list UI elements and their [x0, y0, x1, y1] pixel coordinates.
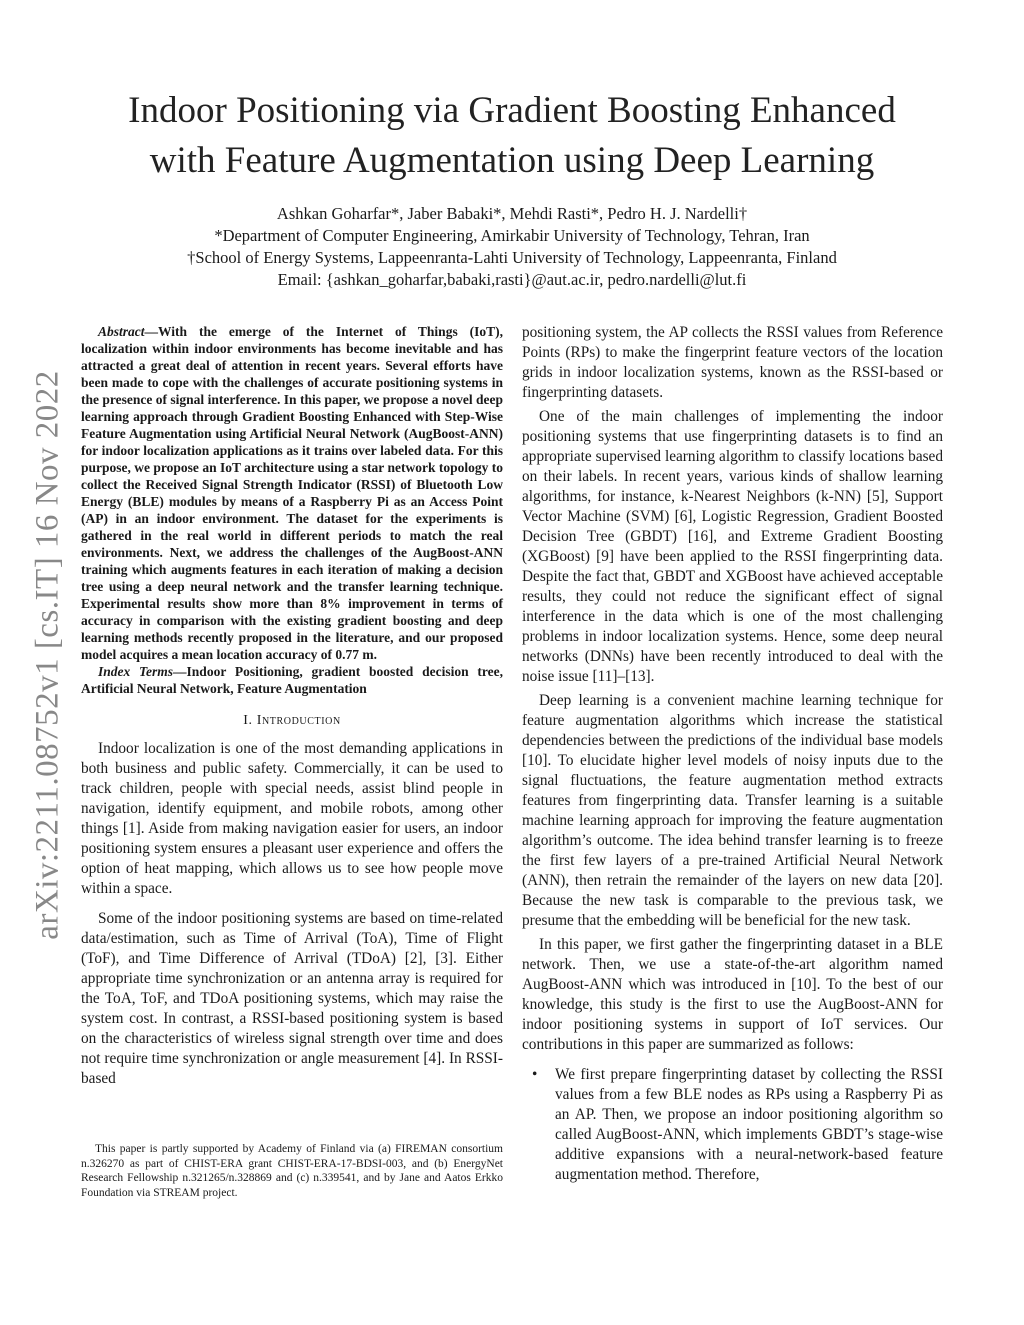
- index-terms-text: —Indoor Positioning, gradient boosted decision tree, Artificial Neural Network, Feature Augmentation: [81, 664, 503, 696]
- funding-footnote: This paper is partly supported by Academy of Finland via (a) FIREMAN consortium n.326270 as part of CHIST-ERA grant CHIST-ERA-17-BDSI-003, and (b) EnergyNet Research Fellowship n.321265/n.328869 and (c) n.339541, and by Jane and Aatos Erkko Foundation via STREAM project.: [81, 1143, 503, 1199]
- contribution-list: [522, 1065, 943, 1185]
- body-paragraph: Some of the indoor positioning systems are based on time-related data/estimation, such as Time of Arrival (ToA), Time of Flight (ToF), and Time Difference of Arrival (TDoA) [2], [3]. Either appropriate time synchronization or an antenna array is required for the ToA, ToF, and TDoA positioning systems, which may raise the system cost. In contrast, a RSSI-based positioning system is based on the characteristics of wireless signal strength over time and does not require time synchronization or angle measurement [4]. In RSSI-based: [81, 910, 503, 1087]
- footnote: [81, 1142, 503, 1200]
- body-paragraph: positioning system, the AP collects the RSSI values from Reference Points (RPs) to make the fingerprint feature vectors of the location grids in indoor localization systems, known as the RSSI-based or fingerprinting datasets.: [522, 324, 943, 401]
- body-paragraph: In this paper, we first gather the fingerprinting dataset in a BLE network. Then, we use a state-of-the-art algorithm named AugBoost-ANN which was introduced in [10]. To the best of our knowledge, this study is the first to use the AugBoost-ANN for indoor positioning systems in support of IoT services. Our contributions in this paper are summarized as follows:: [522, 936, 943, 1053]
- arxiv-stamp-text: arXiv:2211.08752v1 [cs.IT] 16 Nov 2022: [29, 370, 66, 940]
- body-paragraph: Indoor localization is one of the most demanding applications in both business and public safety. Commercially, it can be used to track children, people with special needs, assist blind people in navigation, identify equipment, and mobile robots, among other things [1]. Aside from making navigation easier for users, an indoor positioning system ensures a pleasant user experience and offers the option of heat mapping, which allows us to see how people move within a space.: [81, 740, 503, 897]
- body-paragraph: Deep learning is a convenient machine learning technique for feature augmentation algorithms which increase the statistical dependencies between the predictions of the individual base models [10]. To elucidate higher level models of noisy inputs due to the signal fluctuations, the feature augmentation method extracts features from fingerprinting data. Transfer learning is a suitable machine learning approach for improving the feature augmentation algorithm’s outcome. The idea behind transfer learning is to freeze the first few layers of a pre-trained Artificial Neural Network (ANN), then retrain the remainder of the layers on new data [20]. Because the new task is comparable to the previous task, we presume that the embedding will be beneficial for the new task.: [522, 692, 943, 929]
- title-line-1: Indoor Positioning via Gradient Boosting Enhanced: [128, 90, 896, 131]
- right-column: [522, 323, 943, 1185]
- author-block: [0, 203, 1024, 291]
- affiliation-1: *Department of Computer Engineering, Amirkabir University of Technology, Tehran, Iran: [214, 226, 810, 245]
- abstract-text: —With the emerge of the Internet of Things (IoT), localization within indoor environments has become inevitable and has attracted a great deal of attention in recent years. Several efforts have been made to cope with the challenges of accurate positioning systems in the presence of signal interference. In this paper, we propose a novel deep learning approach through Gradient Boosting Enhanced with Step-Wise Feature Augmentation using Artificial Neural Network (AugBoost-ANN) for indoor localization applications as it trains over labeled data. For this purpose, we propose an IoT architecture using a star network topology to collect the Received Signal Strength Indicator (RSSI) of Bluetooth Low Energy (BLE) modules by means of a Raspberry Pi as an Access Point (AP) in an indoor environment. The dataset for the experiments is gathered in the real world in different periods to match the real environments. Next, we address the challenges of the AugBoost-ANN training which augments features in each iteration of making a decision tree using a deep neural network and the transfer learning technique. Experimental results show more than 8% improvement in terms of accuracy in comparison with the existing gradient boosting and deep learning methods recently proposed in the literature, and our proposed model acquires a mean location accuracy of 0.77 m.: [81, 324, 503, 662]
- section-title: Introduction: [256, 713, 341, 728]
- left-column: [81, 323, 503, 1089]
- index-terms: [81, 663, 503, 697]
- index-terms-label: Index Terms: [98, 664, 174, 679]
- body-paragraph: One of the main challenges of implementing the indoor positioning systems that use fingerprinting datasets is to find an appropriate supervised learning algorithm to classify locations based on their labels. In recent years, various kinds of shallow learning algorithms, for instance, k-Nearest Neighbors (k-NN) [5], Support Vector Machine (SVM) [6], Logistic Regression, Gradient Boosted Decision Tree (GBDT) [16], and Extreme Gradient Boosting (XGBoost) [9] have been applied to the RSSI fingerprinting data. Despite the fact that, GBDT and XGBoost have achieved acceptable results, they could not reduce the significant effect of signal interference in the data which is one of the most challenging problems in indoor localization systems. Hence, some deep neural networks (DNNs) have been recently introduced to deal with the noise issue [11]–[13].: [522, 408, 943, 685]
- section-number: I.: [243, 713, 253, 728]
- author-list: Ashkan Goharfar*, Jaber Babaki*, Mehdi Rasti*, Pedro H. J. Nardelli†: [276, 204, 748, 223]
- affiliation-2: †School of Energy Systems, Lappeenranta-Lahti University of Technology, Lappeenranta, Finland: [187, 248, 837, 267]
- abstract: [81, 323, 503, 663]
- author-email: Email: {ashkan_goharfar,babaki,rasti}@aut.ac.ir, pedro.nardelli@lut.fi: [277, 270, 747, 289]
- section-heading: [81, 711, 503, 731]
- contribution-item: • We first prepare fingerprinting dataset by collecting the RSSI values from a few BLE nodes as RPs using a Raspberry Pi as an AP. Then, we propose an indoor positioning algorithm so called AugBoost-ANN, which implements GBDT’s stage-wise additive expansions with a neural-network-based feature augmentation method. Therefore,: [522, 1065, 943, 1185]
- arxiv-stamp: [8, 355, 88, 955]
- abstract-label: Abstract: [98, 324, 145, 339]
- title-line-2: with Feature Augmentation using Deep Learning: [149, 140, 875, 181]
- paper-title: [60, 86, 964, 186]
